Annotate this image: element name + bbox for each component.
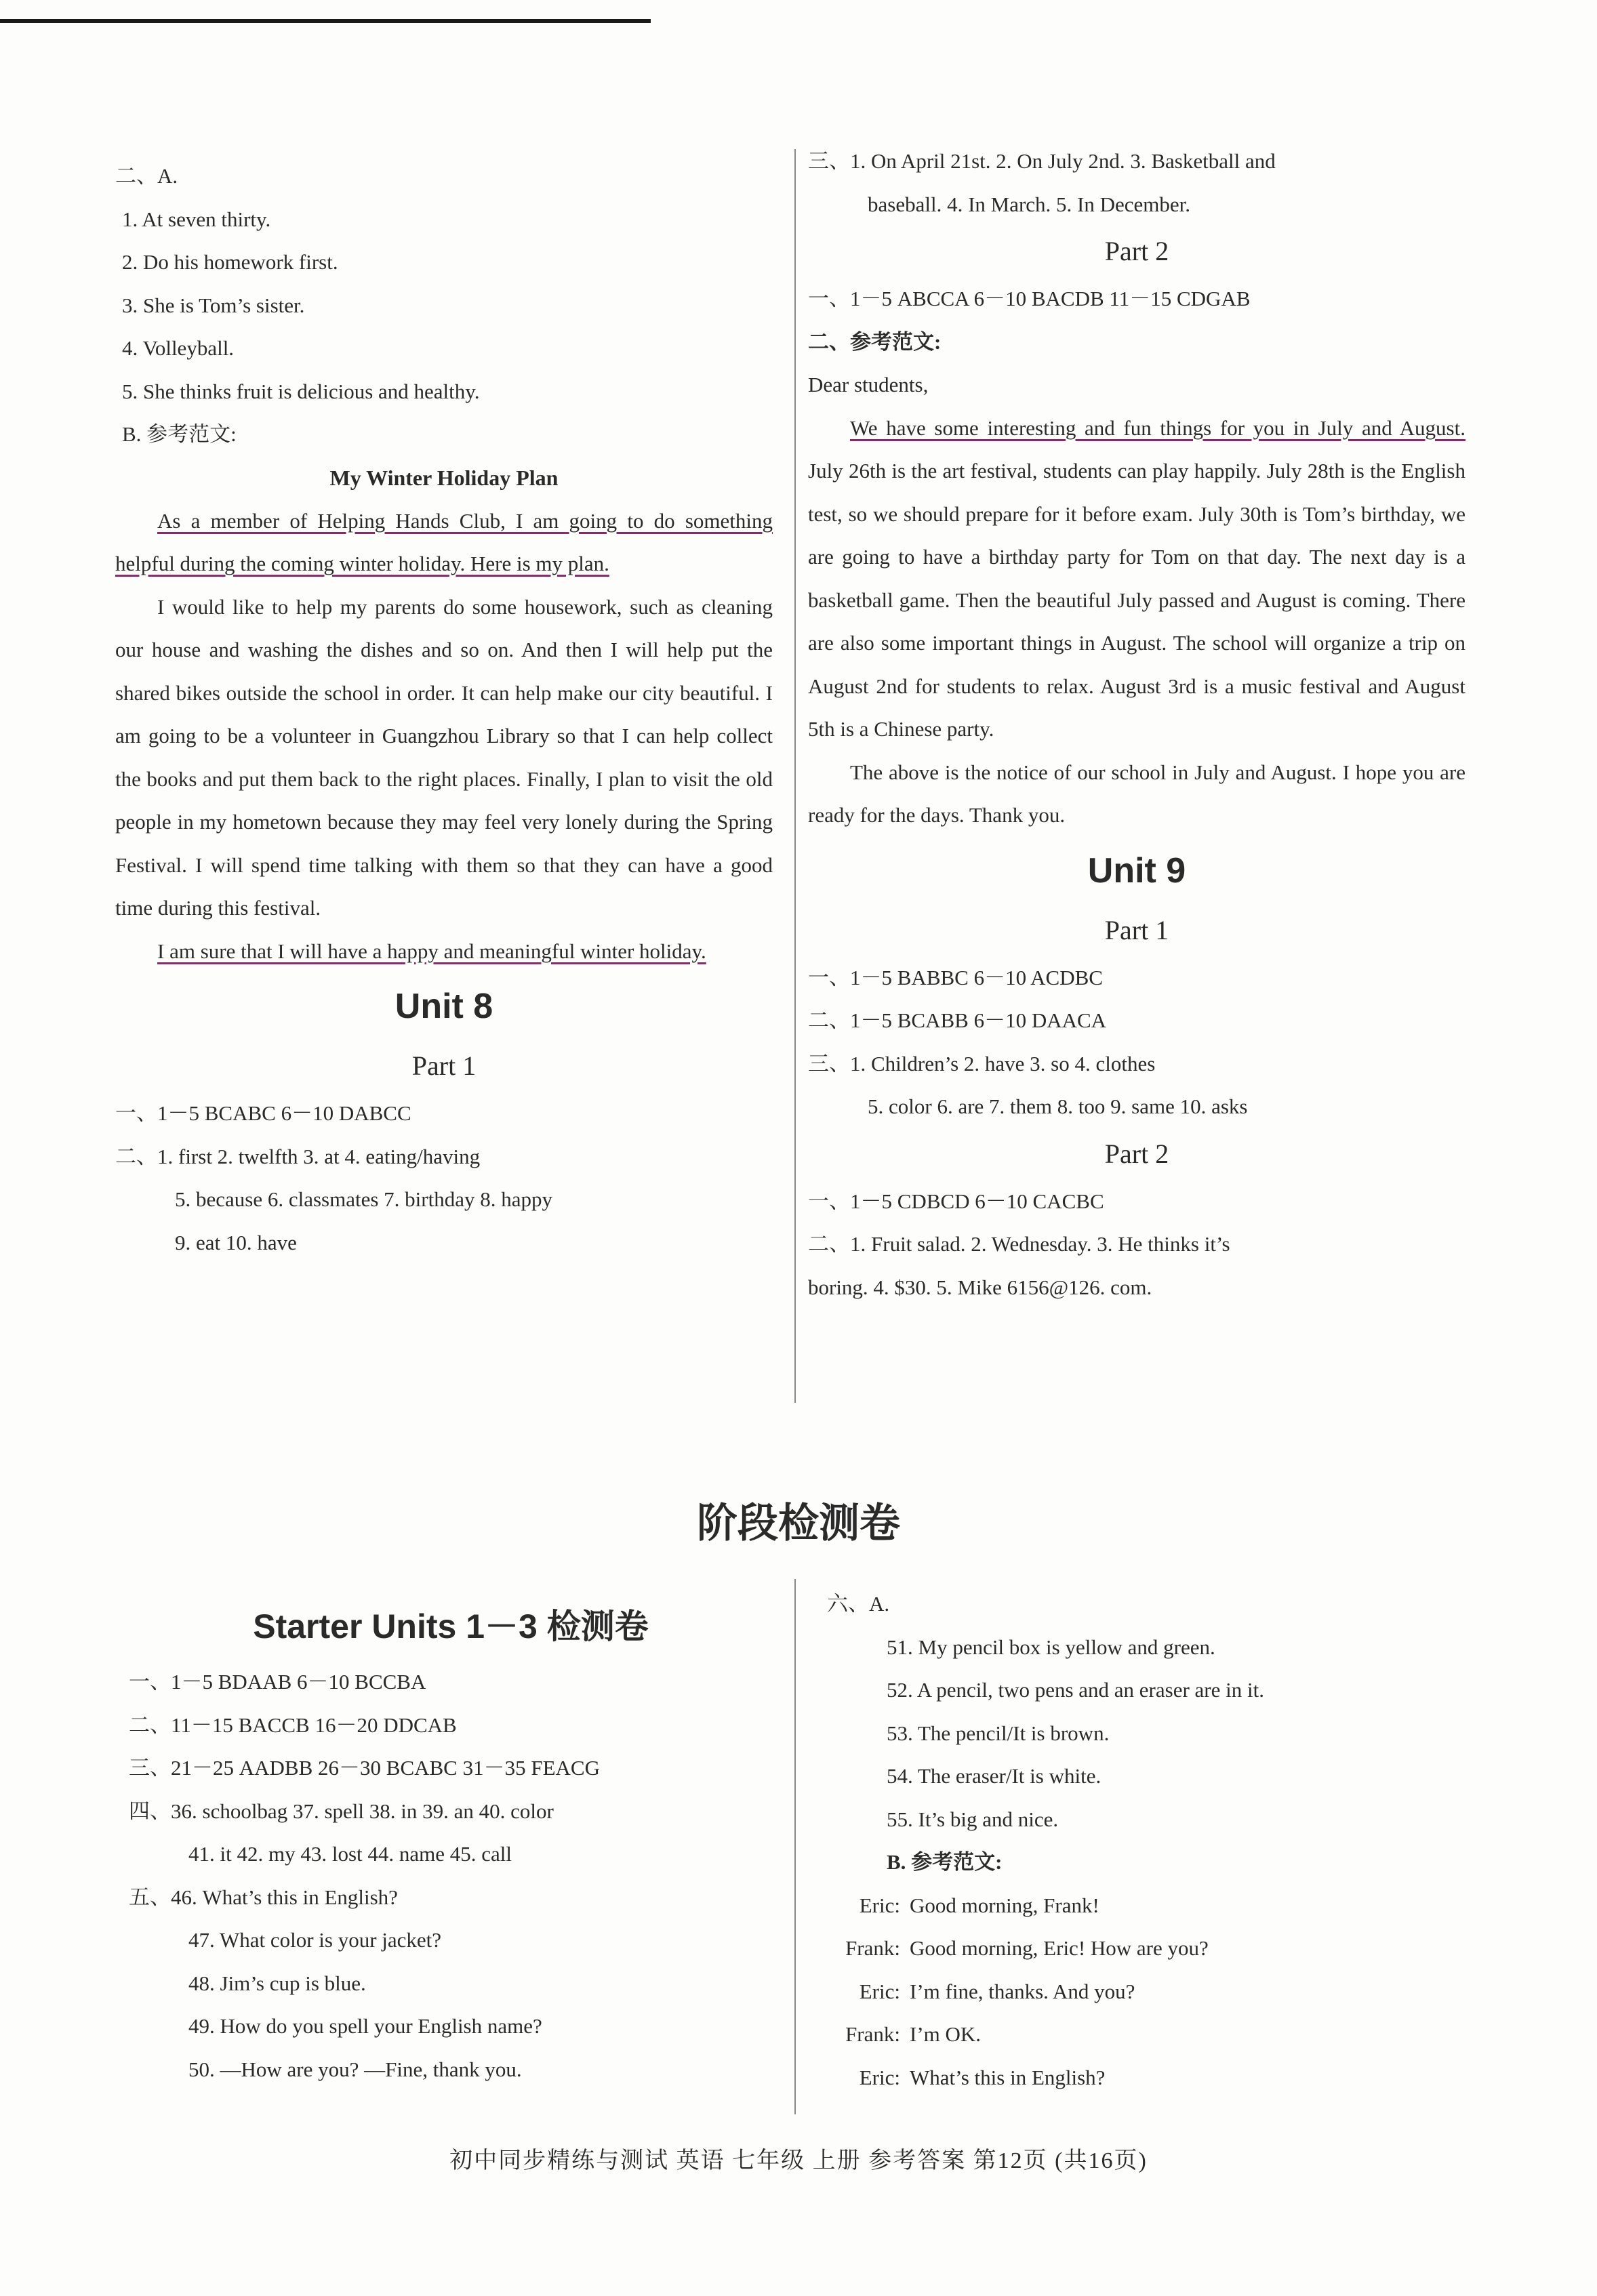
answer-line: 47. What color is your jacket? xyxy=(188,1928,442,1952)
underlined-text: I am sure that I will have a happy and meaningful winter holiday. xyxy=(157,939,706,963)
essay-paragraph-1 xyxy=(115,499,773,586)
part-title: Part 2 xyxy=(1104,236,1169,266)
starter-units-title: Starter Units 1－3 检测卷 xyxy=(253,1607,649,1645)
unit-9-title: Unit 9 xyxy=(1087,850,1186,890)
answer-line: 三、1. Children’s 2. have 3. so 4. clothes xyxy=(808,1051,1156,1075)
section-title: 阶段检测卷 xyxy=(697,1500,900,1547)
dialog-row xyxy=(827,1884,1471,1927)
answer-line: 4. Volleyball. xyxy=(122,336,235,360)
answer-line: 一、1－5 BDAAB 6－10 BCCBA xyxy=(129,1670,426,1694)
answer-line: 5. color 6. are 7. them 8. too 9. same 10. asks xyxy=(868,1094,1248,1118)
answer-line: 9. eat 10. have xyxy=(175,1230,297,1254)
letter-body xyxy=(808,407,1465,751)
answer-line: 3. She is Tom’s sister. xyxy=(122,293,305,317)
answer-line: 一、1－5 BABBC 6－10 ACDBC xyxy=(808,965,1103,989)
answer-line: 一、1－5 BCABC 6－10 DABCC xyxy=(115,1101,411,1125)
dialog-row xyxy=(827,2056,1471,2099)
column-divider xyxy=(794,1579,796,2114)
top-rule xyxy=(0,19,651,23)
speaker: Frank: xyxy=(845,1936,900,1960)
answer-line: 5. because 6. classmates 7. birthday 8. happy xyxy=(175,1187,552,1211)
answer-line: 1. At seven thirty. xyxy=(122,207,271,231)
answer-line: 四、36. schoolbag 37. spell 38. in 39. an 40. color xyxy=(129,1799,554,1823)
essay-paragraph-3 xyxy=(115,930,773,973)
top-left-column xyxy=(115,155,773,1264)
underlined-text: As a member of Helping Hands Club, I am going to do something helpful during the coming winter holiday. Here is my plan. xyxy=(115,508,773,575)
answer-line: 三、1. On April 21st. 2. On July 2nd. 3. Basketball and xyxy=(808,149,1276,173)
utterance: I’m OK. xyxy=(910,2022,982,2046)
letter-greeting: Dear students, xyxy=(808,373,929,396)
answer-line: 二、1. Fruit salad. 2. Wednesday. 3. He thinks it’s xyxy=(808,1232,1230,1256)
answer-line: 5. She thinks fruit is delicious and healthy. xyxy=(122,379,480,403)
answer-line: 54. The eraser/It is white. xyxy=(887,1764,1101,1788)
answer-line: 二、参考范文: xyxy=(808,329,942,354)
answer-line: 41. it 42. my 43. lost 44. name 45. call xyxy=(188,1842,512,1866)
bottom-left-column xyxy=(129,1593,773,2091)
answer-line: 二、1－5 BCABB 6－10 DAACA xyxy=(808,1008,1107,1032)
answer-line: 六、A. xyxy=(827,1592,890,1616)
speaker: Eric: xyxy=(859,1979,900,2003)
utterance: I’m fine, thanks. And you? xyxy=(910,1979,1135,2003)
dialog-row xyxy=(827,1970,1471,2013)
answer-line: 53. The pencil/It is brown. xyxy=(887,1721,1110,1745)
part-title: Part 2 xyxy=(1104,1138,1169,1169)
answer-line: 一、1－5 CDBCD 6－10 CACBC xyxy=(808,1189,1104,1213)
top-right-column xyxy=(808,140,1465,1309)
answer-line: 一、1－5 ABCCA 6－10 BACDB 11－15 CDGAB xyxy=(808,287,1251,310)
speaker: Frank: xyxy=(845,2022,900,2046)
answer-line: 49. How do you spell your English name? xyxy=(188,2014,542,2038)
answer-line: 50. —How are you? —Fine, thank you. xyxy=(188,2057,522,2081)
part-title: Part 1 xyxy=(411,1050,477,1081)
utterance: Good morning, Eric! How are you? xyxy=(910,1936,1209,1960)
answer-line: 二、11－15 BACCB 16－20 DDCAB xyxy=(129,1713,457,1737)
essay-paragraph-2: I would like to help my parents do some housework, such as cleaning our house and washing the dishes and so on. And then I will help put the shared bikes outside the school in order. It can help make our city beautiful. I am going to be a volunteer in Guangzhou Library so that I can help collect the books and put them back to the right places. Finally, I plan to visit the old people in my hometown because they may feel very lonely during the Spring Festival. I will spend time talking with them so that they can have a good time during this festival. xyxy=(115,594,773,920)
answer-line: 48. Jim’s cup is blue. xyxy=(188,1971,366,1995)
unit-8-title: Unit 8 xyxy=(395,987,493,1026)
letter-text: July 26th is the art festival, students can play happily. July 28th is the English test, so we should prepare for it before exam. July 30th is Tom’s birthday, we are going to have a birthday party for Tom on that day. The next day is a basketball game. Then the beautiful July passed and August is coming. There are also some important things in August. The school will organize a trip on August 2nd for students to relax. August 3rd is a music festival and August 5th is a Chinese party. xyxy=(808,459,1465,741)
column-divider xyxy=(794,149,796,1403)
answer-line: 二、A. xyxy=(115,164,178,188)
answer-line: 三、21－25 AADBB 26－30 BCABC 31－35 FEACG xyxy=(129,1756,600,1780)
page-footer: 初中同步精练与测试 英语 七年级 上册 参考答案 第12页 (共16页) xyxy=(449,2148,1148,2173)
answer-line: 五、46. What’s this in English? xyxy=(129,1885,398,1909)
utterance: Good morning, Frank! xyxy=(910,1893,1099,1917)
dialog-row xyxy=(827,1927,1471,1970)
bottom-right-column xyxy=(827,1582,1471,2099)
part-title: Part 1 xyxy=(1104,914,1169,945)
letter-closing: The above is the notice of our school in July and August. I hope you are ready for the days. Thank you. xyxy=(808,760,1465,827)
underlined-text: We have some interesting and fun things for you in July and August. xyxy=(850,415,1465,440)
answer-line: B. 参考范文: xyxy=(887,1850,1003,1874)
answer-line: 2. Do his homework first. xyxy=(122,250,338,274)
answer-line: boring. 4. $30. 5. Mike 6156@126. com. xyxy=(808,1275,1152,1299)
essay-title: My Winter Holiday Plan xyxy=(329,465,559,490)
dialog-row xyxy=(827,2013,1471,2056)
speaker: Eric: xyxy=(859,1893,900,1917)
answer-line: 55. It’s big and nice. xyxy=(887,1807,1059,1831)
speaker: Eric: xyxy=(859,2065,900,2089)
answer-line: 52. A pencil, two pens and an eraser are in it. xyxy=(887,1678,1264,1702)
answer-line: baseball. 4. In March. 5. In December. xyxy=(868,192,1191,216)
answer-line: 二、1. first 2. twelfth 3. at 4. eating/having xyxy=(115,1144,481,1168)
answer-line: 51. My pencil box is yellow and green. xyxy=(887,1635,1215,1659)
answer-line: B. 参考范文: xyxy=(122,422,237,446)
utterance: What’s this in English? xyxy=(910,2065,1106,2089)
